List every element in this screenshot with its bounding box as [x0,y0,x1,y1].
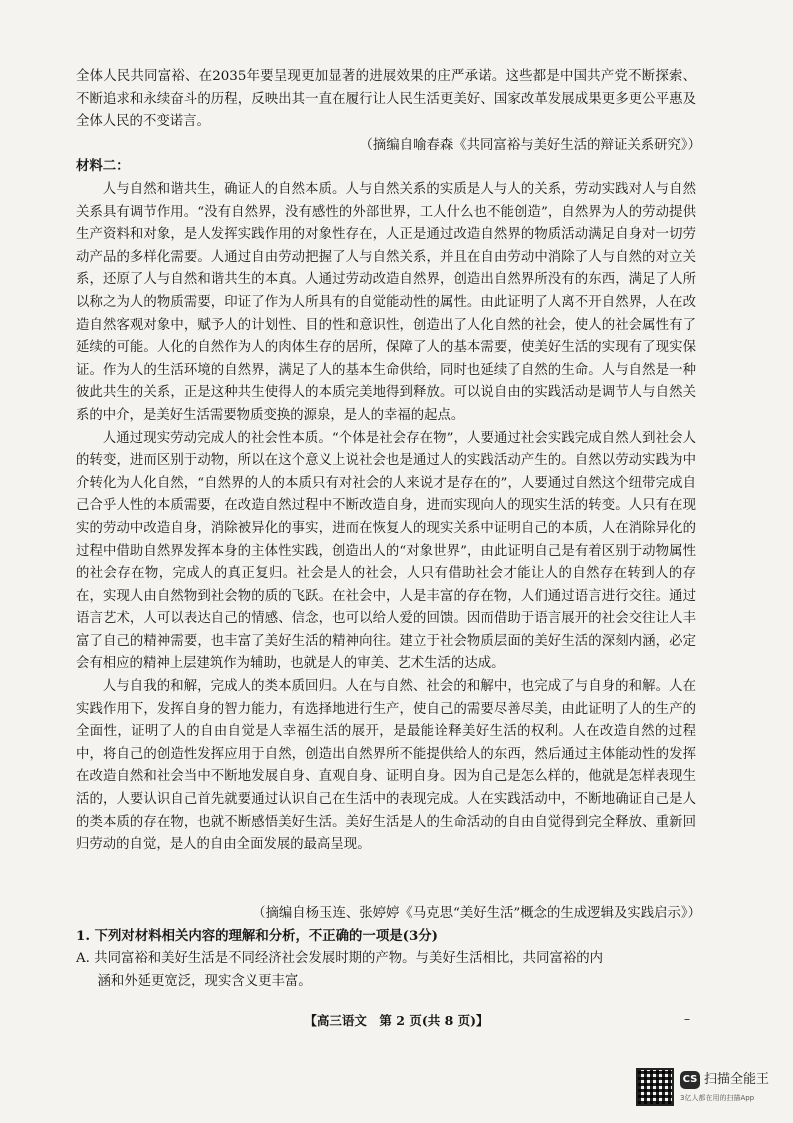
question-1-option-a [76,948,696,993]
material-2-paragraph-3: 人与自我的和解，完成人的类本质回归。人在与自然、社会的和解中，也完成了与自身的和解。人在实践作用下，发挥自身的智力能力，有选择地进行生产，使自己的需要尽善尽美，由此证明了人的生产的全面性，证明了人的自由自觉是人幸福生活的展开，是最能诠释美好生活的权利。人在改造自然的过程中，将自己的创造性发挥应用于自然，创造出自然界所不能提供给人的东西，然后通过主体能动性的发挥在改造自然和社会当中不断地发展自身、直观自身、证明自身。因为自己是怎么样的，他就是怎样表现生活的，人要认识自己首先就要通过认识自己在生活中的表现完成。人在实践活动中，不断地确证自己是人的类本质的存在物，也就不断感悟美好生活。美好生活是人的生命活动的自由自觉得到完全释放、重新回归劳动的自觉，是人的自由全面发展的最高呈现。 [76,679,696,853]
scanner-tagline: 3亿人都在用的扫描App [680,1094,755,1102]
material-2-body [76,179,696,857]
scanner-app-name: 扫描全能王 [704,1072,770,1087]
option-a-line-2: 涵和外延更宽泛，现实含义更丰富。 [97,973,312,989]
option-a-line-1: A. 共同富裕和美好生活是不同经济社会发展时期的产物。与美好生活相比，共同富裕的内 [76,951,604,966]
material-2-paragraph-2: 人通过现实劳动完成人的社会性本质。“个体是社会存在物”，人要通过社会实践完成自然人到社会人的转变，进而区别于动物，所以在这个意义上说社会也是通过人的实践活动产生的。自然以劳动实践为中介转化为人化自然，“自然界的人的本质只有对社会的人来说才是存在的”，人要通过自然这个纽带完成自己合乎人性的本质需要，在改造自然过程中不断改造自身，进而实现向人的现实生活的转变。人只有在现实的劳动中改造自身，消除被异化的事实，进而在恢复人的现实关系中证明自己的本质，人在消除异化的过程中借助自然界发挥本身的主体性实践，创造出人的“对象世界”，由此证明自己是有着区别于动物属性的社会存在物，完成人的真正复归。社会是人的社会，人只有借助社会才能让人的自然存在转到人的存在，实现人由自然物到社会物的质的飞跃。在社会中，人是丰富的存在物，人们通过语言进行交往。通过语言艺术，人可以表达自己的情感、信念，也可以给人爱的回馈。因而借助于语言展开的社会交往让人丰富了自己的精神需要，也丰富了美好生活的精神向往。建立于社会物质层面的美好生活的深刻内涵，必定会有相应的精神上层建筑作为辅助，也就是人的审美、艺术生活的达成。 [76,430,696,672]
footer-dash: – [684,1012,690,1026]
scanner-watermark [636,1068,786,1112]
camscanner-logo-icon: CS [680,1071,700,1089]
material-2-heading: 材料二： [76,158,130,174]
citation-1: （摘编自喻春森《共同富裕与美好生活的辩证关系研究》） [359,138,701,153]
question-1-stem: 1. 下列对材料相关内容的理解和分析，不正确的一项是(3分) [76,928,439,944]
citation-2: （摘编自杨玉连、张婷婷《马克思“美好生活”概念的生成逻辑及实践启示》） [252,906,701,921]
qr-code-icon [636,1068,674,1106]
page-footer: 【高三语文 第 2 页(共 8 页)】 [304,1013,489,1028]
intro-paragraph: 全体人民共同富裕、在2035年要呈现更加显著的进展效果的庄严承诺。这些都是中国共产党不断探索、不断追求和永续奋斗的历程，反映出其一直在履行让人民生活更美好、国家改革发展成果更多更公平惠及全体人民的不变诺言。 [76,69,696,130]
material-2-paragraph-1: 人与自然和谐共生，确证人的自然本质。人与自然关系的实质是人与人的关系，劳动实践对人与自然关系具有调节作用。“没有自然界，没有感性的外部世界，工人什么也不能创造”，自然界为人的劳动提供生产资料和对象，是人发挥实践作用的对象性存在，人正是通过改造自然界的物质活动满足自身对一切劳动产品的多样化需要。人通过自由劳动把握了人与自然关系，并且在自由劳动中消除了人与自然的对立关系，还原了人与自然和谐共生的本真。人通过劳动改造自然界，创造出自然界所没有的东西，满足了人所以称之为人的物质需要，印证了作为人所具有的自觉能动性的属性。由此证明了人离不开自然界，人在改造自然客观对象中，赋予人的计划性、目的性和意识性，创造出了人化自然的社会，使人的社会属性有了延续的可能。人化的自然作为人的肉体生存的居所，保障了人的基本需要，使美好生活的实现有了现实保证。作为人的生活环境的自然界，满足了人的基本生命供给，同时也延续了自然的生命。人与自然是一种彼此共生的关系，正是这种共生使得人的本质完美地得到释放。可以说自由的实践活动是调节人与自然关系的中介，是美好生活需要物质变换的源泉，是人的幸福的起点。 [76,182,696,423]
